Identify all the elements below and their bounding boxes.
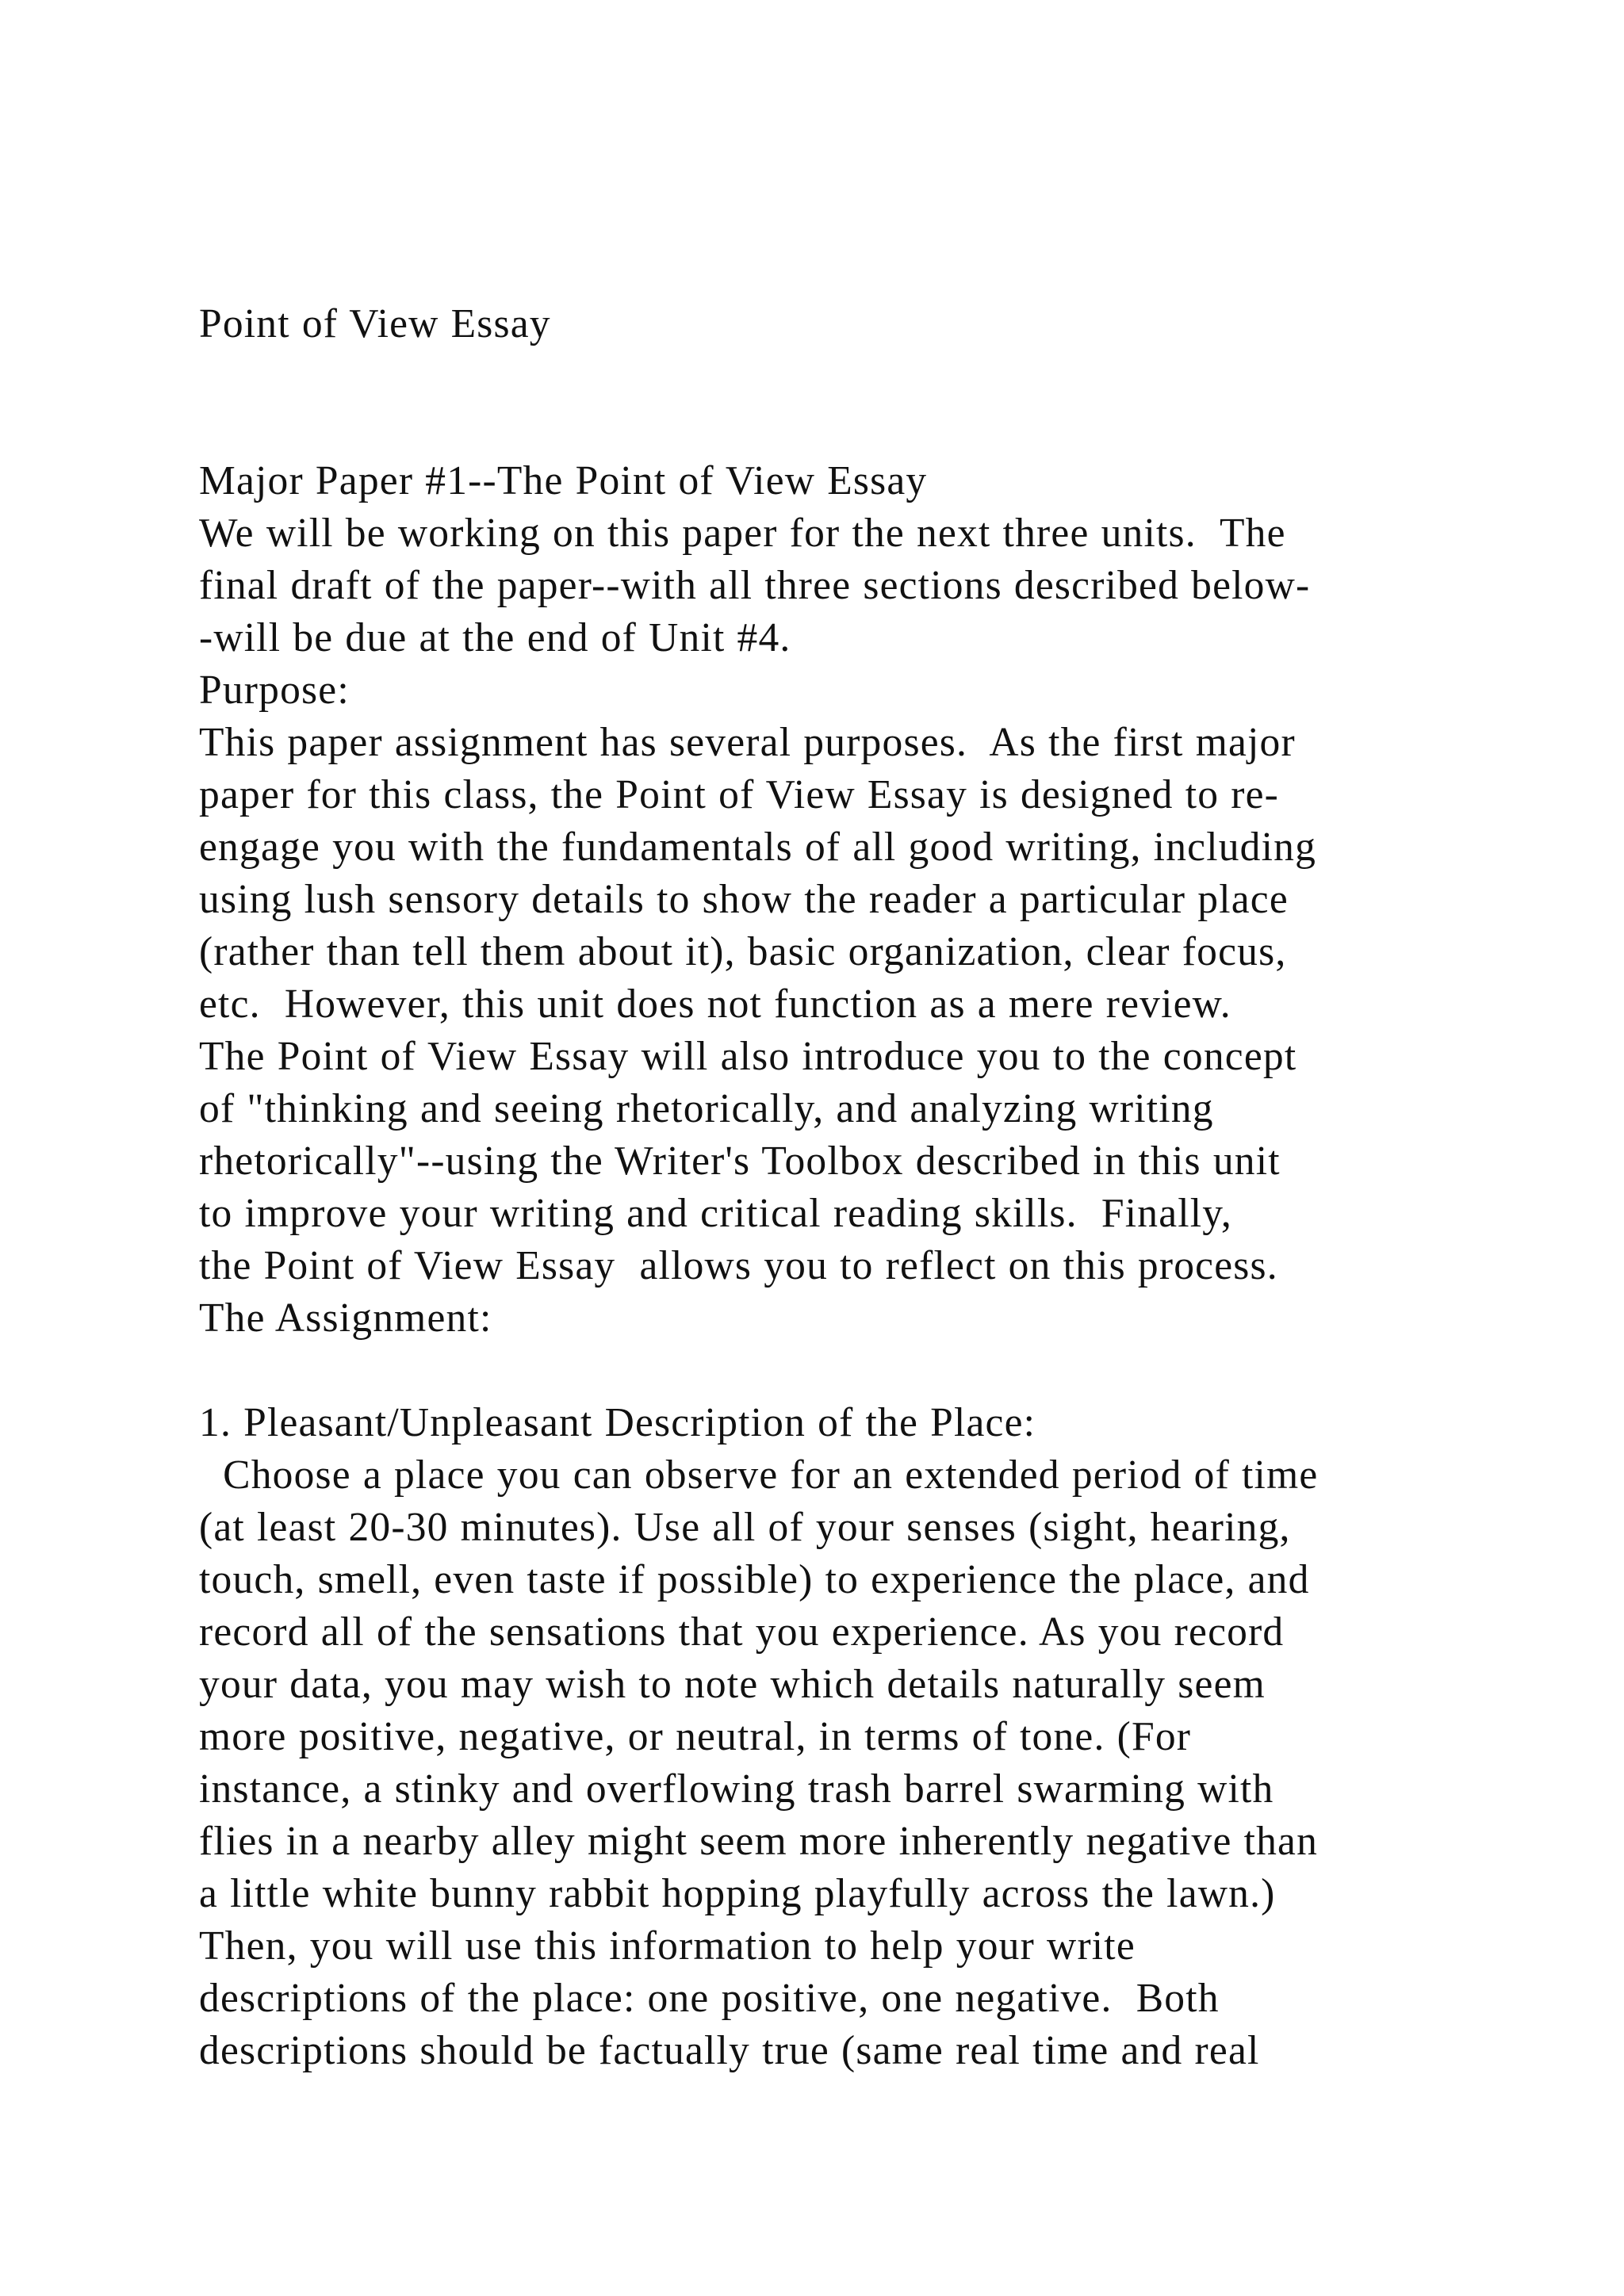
section-heading-assignment: The Assignment: [199,1295,492,1341]
paragraph-line: instance, a stinky and overflowing trash barrel swarming with [199,1766,1274,1812]
paragraph-line: This paper assignment has several purposes. As the first major [199,720,1296,765]
paragraph-line: Then, you will use this information to help your write [199,1923,1136,1969]
spacer [199,1345,1595,1397]
paragraph-line: the Point of View Essay allows you to reflect on this process. [199,1243,1278,1288]
document-title: Point of View Essay [199,301,551,346]
paragraph-line: of "thinking and seeing rhetorically, and analyzing writing [199,1086,1214,1131]
document-body [199,298,1595,2077]
paragraph-line: etc. However, this unit does not function as a mere review. [199,982,1231,1027]
paragraph-line: engage you with the fundamentals of all good writing, including [199,825,1317,870]
paragraph-line: final draft of the paper--with all three sections described below- [199,563,1311,608]
paragraph-line: your data, you may wish to note which details naturally seem [199,1662,1266,1707]
paragraph-line: touch, smell, even taste if possible) to experience the place, and [199,1557,1310,1602]
paragraph-line: descriptions of the place: one positive, one negative. Both [199,1976,1220,2021]
paragraph-line: Choose a place you can observe for an extended period of time [199,1452,1319,1498]
paragraph-line: record all of the sensations that you experience. As you record [199,1609,1285,1655]
paragraph-line: -will be due at the end of Unit #4. [199,615,791,660]
paragraph-line: Major Paper #1--The Point of View Essay [199,458,928,503]
paragraph-line: (at least 20-30 minutes). Use all of your senses (sight, hearing, [199,1505,1291,1550]
paragraph-line: We will be working on this paper for the next three units. The [199,511,1286,556]
paragraph-line: The Point of View Essay will also introduce you to the concept [199,1034,1297,1079]
paragraph-line: to improve your writing and critical reading skills. Finally, [199,1191,1232,1236]
paragraph-line: paper for this class, the Point of View Essay is designed to re- [199,772,1279,817]
paragraph-line: rhetorically"--using the Writer's Toolbox described in this unit [199,1138,1281,1184]
section-heading-purpose: Purpose: [199,668,350,713]
paragraph-line: flies in a nearby alley might seem more inherently negative than [199,1819,1319,1864]
paragraph-line: a little white bunny rabbit hopping playfully across the lawn.) [199,1871,1276,1916]
paragraph-line: descriptions should be factually true (same real time and real [199,2028,1260,2073]
paragraph-line: more positive, negative, or neutral, in terms of tone. (For [199,1714,1192,1759]
paragraph-line: using lush sensory details to show the reader a particular place [199,877,1289,922]
numbered-heading: 1. Pleasant/Unpleasant Description of the Place: [199,1400,1036,1445]
paragraph-line: (rather than tell them about it), basic organization, clear focus, [199,929,1287,974]
spacer [199,350,1595,455]
